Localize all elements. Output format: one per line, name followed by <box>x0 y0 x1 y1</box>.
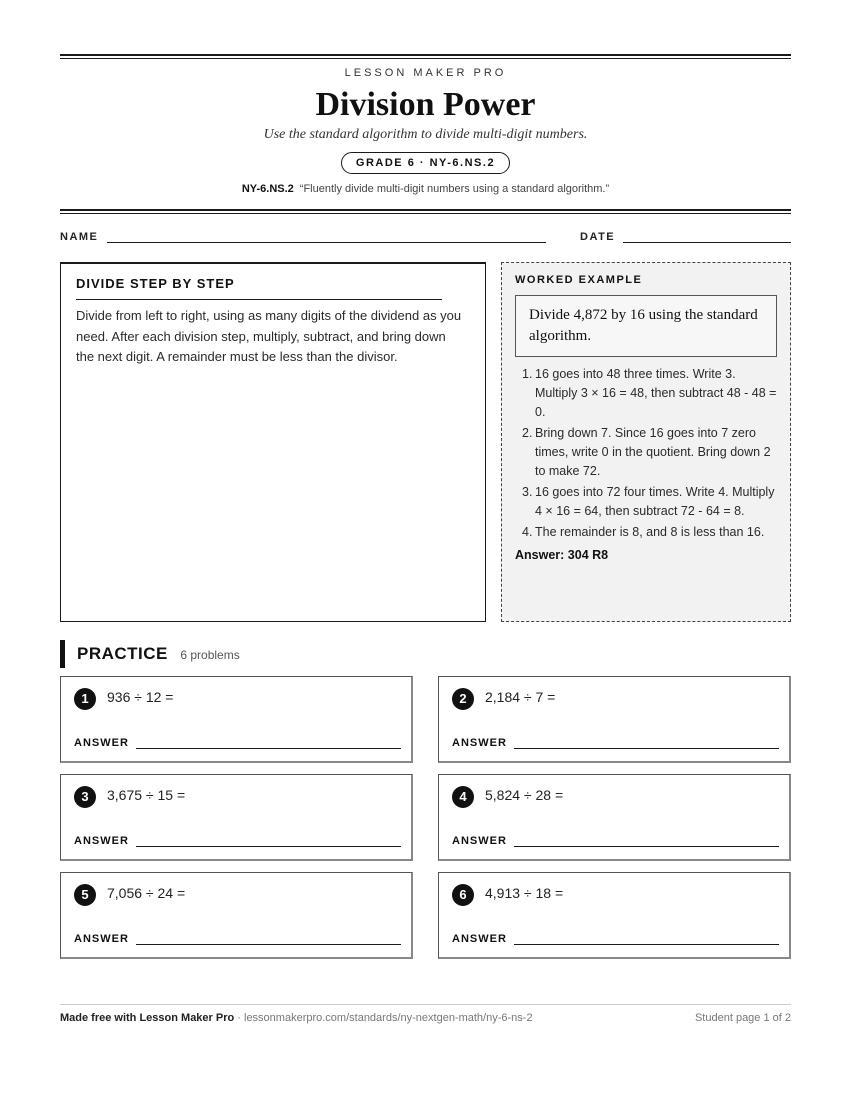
problem-question: 5,824 ÷ 28 = <box>485 787 564 803</box>
footer-url[interactable]: · lessonmakerpro.com/standards/ny-nextgen-math/ny-6-ns-2 <box>234 1012 533 1024</box>
problem-number: 4 <box>452 786 474 808</box>
problem-card-5 <box>60 872 413 959</box>
problem-card-4 <box>438 774 791 861</box>
footer-credit <box>60 1012 533 1024</box>
answer-label: ANSWER <box>452 835 507 847</box>
problem-question: 3,675 ÷ 15 = <box>107 787 186 803</box>
worked-example-answer: Answer: 304 R8 <box>515 548 609 562</box>
standard-text: “Fluently divide multi-digit numbers using a standard algorithm.” <box>299 183 610 195</box>
answer-label: ANSWER <box>74 835 129 847</box>
answer-field[interactable] <box>514 748 779 749</box>
problem-card-3 <box>60 774 413 861</box>
footer-rule <box>60 1004 791 1005</box>
name-date-row <box>60 231 791 247</box>
name-field[interactable] <box>107 242 546 243</box>
explanation-heading: DIVIDE STEP BY STEP <box>76 276 442 300</box>
badge-wrap <box>60 152 791 174</box>
problem-card-6 <box>438 872 791 959</box>
worked-example-heading: WORKED EXAMPLE <box>515 274 643 286</box>
answer-field[interactable] <box>136 846 401 847</box>
worked-example-panel <box>501 262 791 622</box>
standard-code: NY-6.NS.2 <box>241 183 294 195</box>
date-field[interactable] <box>623 242 791 243</box>
grade-standard-badge: GRADE 6 · NY-6.NS.2 <box>341 152 510 174</box>
worked-example-step: 1. 16 goes into 48 three times. Write 3. Multiply 3 × 16 = 48, then subtract 48 - 48 = 0. <box>522 367 777 419</box>
brand-kicker: LESSON MAKER PRO <box>344 67 507 79</box>
header-bottom-rule <box>60 209 791 214</box>
problem-number: 2 <box>452 688 474 710</box>
practice-count: 6 problems <box>180 648 240 662</box>
practice-title: PRACTICE <box>77 644 168 663</box>
problem-card-1 <box>60 676 413 763</box>
problem-question: 2,184 ÷ 7 = <box>485 689 556 705</box>
problem-number: 5 <box>74 884 96 906</box>
footer-brand: Made free with Lesson Maker Pro <box>60 1012 235 1024</box>
problem-question: 7,056 ÷ 24 = <box>107 885 186 901</box>
answer-label: ANSWER <box>452 933 507 945</box>
page-subtitle: Use the standard algorithm to divide multi-digit numbers. <box>263 127 588 142</box>
name-label: NAME <box>60 231 99 243</box>
worked-example-problem: Divide 4,872 by 16 using the standard algorithm. <box>515 295 777 357</box>
answer-label: ANSWER <box>74 933 129 945</box>
date-label: DATE <box>580 231 616 243</box>
answer-label: ANSWER <box>452 737 507 749</box>
answer-field[interactable] <box>136 944 401 945</box>
problem-number: 1 <box>74 688 96 710</box>
problem-number: 3 <box>74 786 96 808</box>
problem-question: 936 ÷ 12 = <box>107 689 174 705</box>
answer-field[interactable] <box>136 748 401 749</box>
worked-example-steps <box>515 365 777 542</box>
explanation-body: Divide from left to right, using as many digits of the dividend as you need. After each division step, multiply, subtract, and bring down the next digit. A remainder must be less than the divisor. <box>76 308 462 364</box>
worked-example-step: 4. The remainder is 8, and 8 is less than 16. <box>522 525 765 539</box>
explanation-panel <box>60 262 486 622</box>
worked-example-step: 2. Bring down 7. Since 16 goes into 7 zero times, write 0 in the quotient. Bring down 2 to make 72. <box>522 426 771 478</box>
worked-example-step: 3. 16 goes into 72 four times. Write 4. Multiply 4 × 16 = 64, then subtract 72 - 64 = 8. <box>522 485 775 518</box>
problem-question: 4,913 ÷ 18 = <box>485 885 564 901</box>
page-title: Division Power <box>315 86 536 123</box>
standard-description <box>60 183 791 195</box>
answer-label: ANSWER <box>74 737 129 749</box>
practice-header <box>60 640 240 668</box>
footer-page-number: Student page 1 of 2 <box>694 1012 791 1024</box>
header-top-rule <box>60 54 791 59</box>
answer-field[interactable] <box>514 944 779 945</box>
problem-card-2 <box>438 676 791 763</box>
problem-number: 6 <box>452 884 474 906</box>
answer-field[interactable] <box>514 846 779 847</box>
